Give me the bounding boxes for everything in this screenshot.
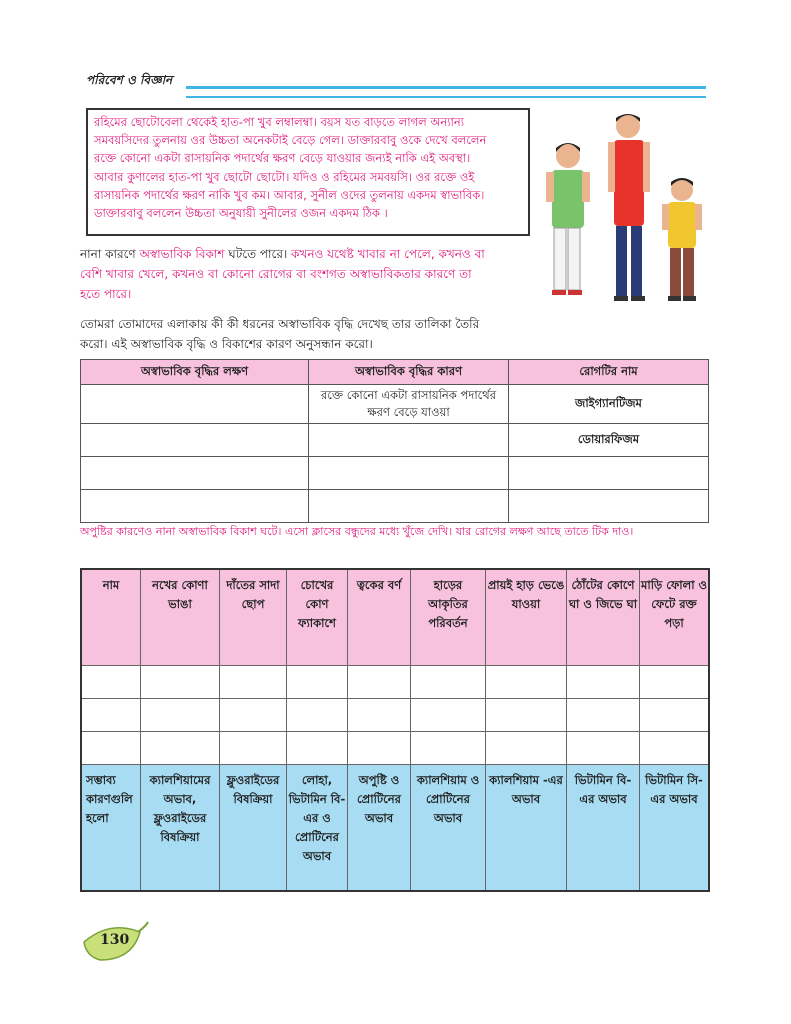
cause-cell: অপুষ্টি ও প্রোটিনের অভাব bbox=[348, 765, 411, 892]
para-text: কখনও যথেষ্ট খাবার না পেলে, কখনও বা bbox=[291, 247, 485, 261]
cause-cell: ভিটামিন বি-এর অভাব bbox=[567, 765, 640, 892]
table-cell[interactable] bbox=[287, 699, 348, 732]
table-cell[interactable] bbox=[81, 666, 141, 699]
para-text: করো। এই অস্বাভাবিক বৃদ্ধি ও বিকাশের কারণ অনুসন্ধান করো। bbox=[80, 337, 373, 351]
book-title: পরিবেশ ও বিজ্ঞান bbox=[86, 73, 173, 87]
table-cell[interactable] bbox=[220, 699, 287, 732]
table-cell[interactable] bbox=[141, 666, 220, 699]
column-header: চোখের কোণ ফ্যাকাশে bbox=[287, 569, 348, 666]
paragraph-abnormal-growth bbox=[80, 244, 540, 304]
table-cell[interactable] bbox=[411, 666, 486, 699]
cause-cell: ক্যালশিয়ামের অভাব, ফ্লুওরাইডের বিষক্রিয়া bbox=[141, 765, 220, 892]
table-cell[interactable] bbox=[486, 699, 567, 732]
table-cell[interactable] bbox=[567, 666, 640, 699]
story-line: রক্তে কোনো একটা রাসায়নিক পদার্থের ক্ষরণ বেড়ে যাওয়ার জন্যই নাকি এই অবস্থা। bbox=[94, 151, 471, 166]
table-cell[interactable] bbox=[220, 666, 287, 699]
nutrition-table bbox=[80, 568, 710, 892]
table-cell[interactable] bbox=[141, 732, 220, 765]
table-cell[interactable] bbox=[567, 732, 640, 765]
paragraph-task bbox=[80, 314, 540, 354]
cause-cell: ক্যালশিয়াম -এর অভাব bbox=[486, 765, 567, 892]
column-header: দাঁতের সাদা ছোপ bbox=[220, 569, 287, 666]
column-header: অস্বাভাবিক বৃদ্ধির কারণ bbox=[309, 360, 509, 385]
cause-cell: লোহা, ভিটামিন বি-এর ও প্রোটিনের অভাব bbox=[287, 765, 348, 892]
table-cell[interactable] bbox=[287, 666, 348, 699]
page-number: 130 bbox=[100, 932, 130, 948]
boy-tall-figure bbox=[608, 114, 650, 301]
table-cell[interactable] bbox=[509, 490, 709, 523]
column-header: অস্বাভাবিক বৃদ্ধির লক্ষণ bbox=[81, 360, 309, 385]
table-cell[interactable] bbox=[309, 424, 509, 457]
story-line: রহিমের ছোটোবেলা থেকেই হাত-পা খুব লম্বালম্বা। বয়স যত বাড়তে লাগল অন্যান্য bbox=[94, 115, 465, 129]
para-text: বেশি খাবার খেলে, কখনও বা কোনো রোগের বা বংশগত অস্বাভাবিকতার কারণে তা bbox=[80, 267, 472, 281]
table-cell[interactable] bbox=[309, 490, 509, 523]
table-cell[interactable] bbox=[509, 457, 709, 490]
story-line: রাসায়নিক পদার্থের ক্ষরণ নাকি খুব কম। আবার, সুনীল ওদের তুলনায় একদম স্বাভাবিক। bbox=[94, 187, 485, 202]
page-number-leaf bbox=[80, 920, 150, 968]
cause-cell: ফ্লুওরাইডের বিষক্রিয়া bbox=[220, 765, 287, 892]
column-header: ত্বকের বর্ণ bbox=[348, 569, 411, 666]
column-header: রোগটির নাম bbox=[509, 360, 709, 385]
table-cell[interactable] bbox=[287, 732, 348, 765]
table-cell[interactable] bbox=[309, 457, 509, 490]
table-cell: রক্তে কোনো একটা রাসায়নিক পদার্থের ক্ষরণ বেড়ে যাওয়া bbox=[309, 385, 509, 424]
para-text: হতে পারে। bbox=[80, 287, 132, 301]
instruction-text: অপুষ্টির কারণেও নানা অস্বাভাবিক বিকাশ ঘটে। এসো ক্লাসের বন্ধুদের মধ্যে খুঁজে দেখি। যার রোগের লক্ষণ আছে তাতে টিক দাও। bbox=[80, 525, 634, 538]
table-cell[interactable] bbox=[220, 732, 287, 765]
story-line: সমবয়সিদের তুলনায় ওর উচ্চতা অনেকটাই বেড়ে গেল। ডাক্তারবাবু ওকে দেখে বললেন bbox=[94, 133, 487, 148]
header-rule bbox=[186, 86, 706, 98]
table-cell[interactable] bbox=[81, 424, 309, 457]
boy-rahim-figure bbox=[546, 143, 590, 295]
para-highlight: অস্বাভাবিক বিকাশ bbox=[139, 247, 225, 261]
table-cell[interactable] bbox=[486, 666, 567, 699]
column-header: প্রায়ই হাড় ভেঙে যাওয়া bbox=[486, 569, 567, 666]
growth-table bbox=[80, 359, 709, 523]
table-cell[interactable] bbox=[348, 699, 411, 732]
table-cell[interactable] bbox=[348, 666, 411, 699]
boy-short-figure bbox=[662, 178, 702, 301]
cause-cell: সম্ভাব্য কারণগুলি হলো bbox=[81, 765, 141, 892]
column-header: নাম bbox=[81, 569, 141, 666]
table-cell[interactable] bbox=[81, 732, 141, 765]
column-header: নখের কোণা ভাঙা bbox=[141, 569, 220, 666]
table-cell[interactable] bbox=[640, 666, 710, 699]
table-cell[interactable] bbox=[411, 699, 486, 732]
story-line: ডাক্তারবাবু বললেন উচ্চতা অনুযায়ী সুনীলের ওজন একদম ঠিক । bbox=[94, 206, 388, 221]
table-cell: ডোয়ারফিজম bbox=[509, 424, 709, 457]
para-text: ঘটতে পারে। bbox=[224, 247, 292, 261]
table-cell: জাইগ্যানটিজম bbox=[509, 385, 709, 424]
table-cell[interactable] bbox=[567, 699, 640, 732]
story-box bbox=[86, 108, 530, 236]
table-cell[interactable] bbox=[81, 385, 309, 424]
para-text: নানা কারণে bbox=[80, 247, 140, 261]
cause-cell: ভিটামিন সি-এর অভাব bbox=[640, 765, 710, 892]
column-header: হাড়ের আকৃতির পরিবর্তন bbox=[411, 569, 486, 666]
table-cell[interactable] bbox=[348, 732, 411, 765]
table-cell[interactable] bbox=[640, 732, 710, 765]
column-header: ঠোঁটের কোণে ঘা ও জিভে ঘা bbox=[567, 569, 640, 666]
story-line: আবার কুণালের হাত-পা খুব ছোটো ছোটো। যদিও ও রহিমের সমবয়সি। ওর রক্তে ওই bbox=[94, 169, 475, 184]
table-cell[interactable] bbox=[486, 732, 567, 765]
table-cell[interactable] bbox=[81, 490, 309, 523]
cause-cell: ক্যালশিয়াম ও প্রোটিনের অভাব bbox=[411, 765, 486, 892]
para-text: তোমরা তোমাদের এলাকায় কী কী ধরনের অস্বাভাবিক বৃদ্ধি দেখেছ তার তালিকা তৈরি bbox=[80, 317, 480, 331]
table-cell[interactable] bbox=[81, 699, 141, 732]
table-cell[interactable] bbox=[81, 457, 309, 490]
column-header: মাড়ি ফোলা ও ফেটে রক্ত পড়া bbox=[640, 569, 710, 666]
table-cell[interactable] bbox=[640, 699, 710, 732]
table-cell[interactable] bbox=[411, 732, 486, 765]
table-cell[interactable] bbox=[141, 699, 220, 732]
three-boys-illustration bbox=[540, 108, 720, 308]
